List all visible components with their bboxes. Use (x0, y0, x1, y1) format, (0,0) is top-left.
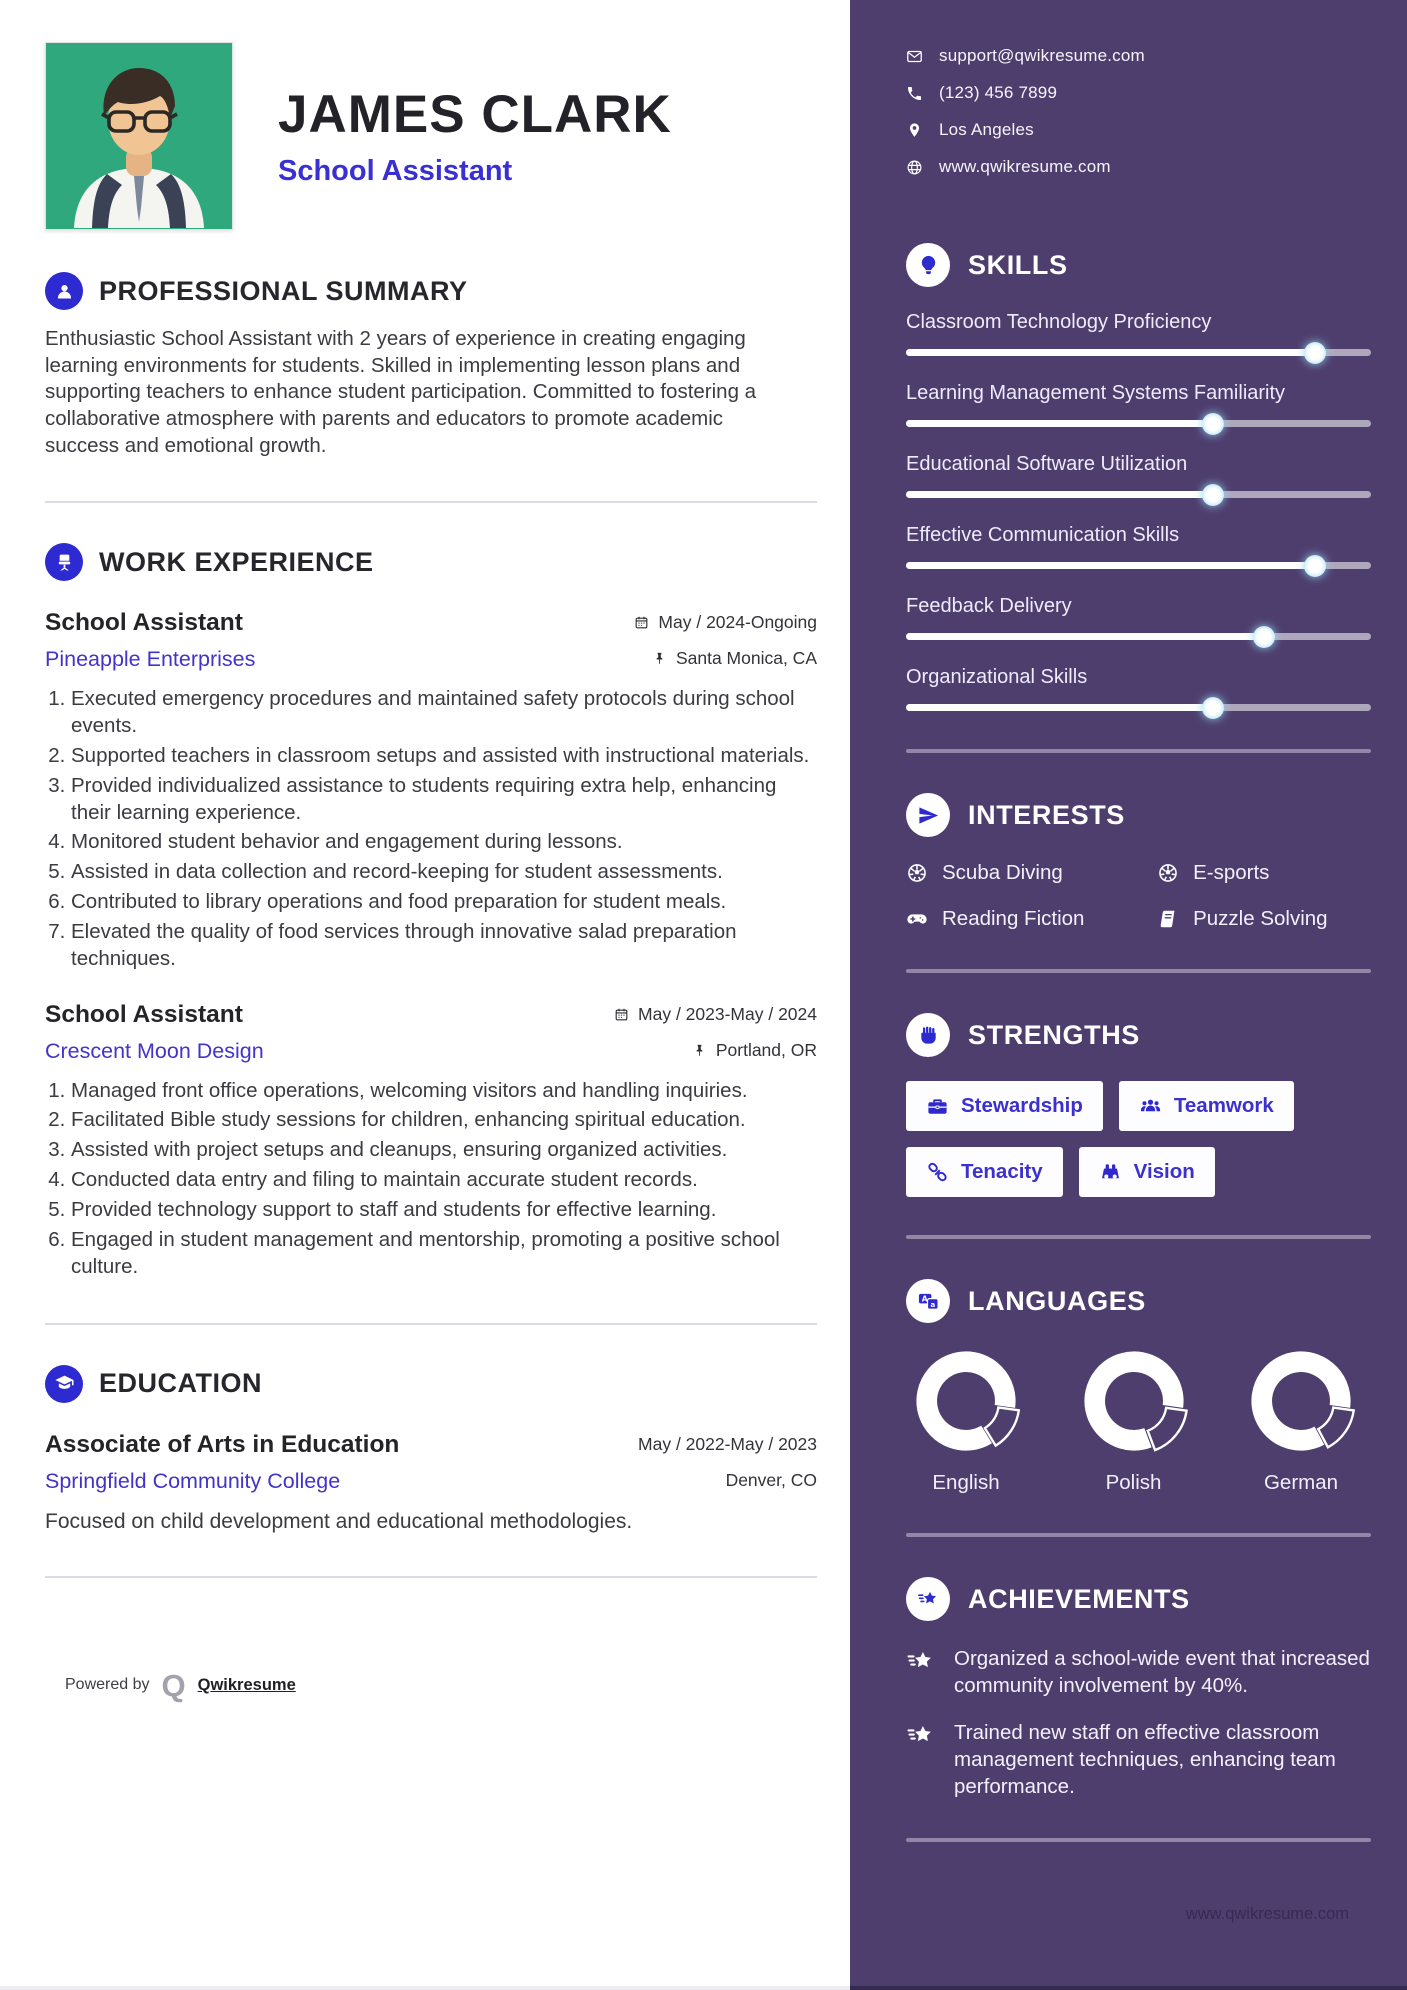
interest-item: Reading Fiction (906, 907, 1157, 931)
work-heading-label: WORK EXPERIENCE (99, 546, 374, 577)
pushpin-icon (692, 1043, 707, 1058)
mail-icon (906, 48, 923, 65)
work-heading (45, 543, 817, 581)
slider-fill (906, 491, 1213, 498)
skills-section (906, 243, 1371, 711)
achievement-item: Organized a school-wide event that increased community involvement by 40%. (906, 1645, 1371, 1699)
sidebar (850, 0, 1407, 1990)
language-label: Polish (1105, 1471, 1162, 1494)
degree-title: Associate of Arts in Education (45, 1430, 400, 1458)
job-title: School Assistant (45, 609, 243, 637)
bullet-item: 4. Conducted data entry and filing to maintain accurate student records. (71, 1167, 817, 1194)
achievements-heading-label: ACHIEVEMENTS (968, 1583, 1190, 1614)
section-divider (45, 501, 817, 503)
skill-item (906, 382, 1371, 427)
contact-item[interactable]: (123) 456 7899 (906, 83, 1371, 103)
slider-thumb[interactable] (1304, 342, 1326, 364)
slider-fill (906, 420, 1213, 427)
translate-icon (906, 1279, 950, 1323)
strength-badge: Tenacity (906, 1147, 1063, 1197)
grad-cap-icon (45, 1365, 83, 1403)
job-date: May / 2023-May / 2024 (614, 1004, 817, 1025)
binoculars-icon (1099, 1161, 1122, 1184)
person-title: School Assistant (278, 155, 513, 187)
slider-thumb[interactable] (1202, 413, 1224, 435)
languages-heading-label: LANGUAGES (968, 1285, 1146, 1316)
language-list (906, 1347, 1371, 1495)
calendar-icon (614, 1007, 629, 1022)
book-icon (1157, 908, 1179, 930)
contact-item[interactable]: support@qwikresume.com (906, 46, 1371, 66)
language-donut-chart (1247, 1347, 1355, 1455)
sidebar-divider (906, 1533, 1371, 1537)
sidebar-watermark: www.qwikresume.com (1185, 1905, 1349, 1923)
slider-thumb[interactable] (1304, 555, 1326, 577)
contact-item[interactable]: Los Angeles (906, 120, 1371, 140)
language-item (1241, 1347, 1361, 1495)
strength-badge: Stewardship (906, 1081, 1103, 1131)
achievement-list (906, 1645, 1371, 1800)
interests-heading (906, 793, 1371, 837)
skill-label: Effective Communication Skills (906, 524, 1180, 546)
bullet-item: 2. Supported teachers in classroom setups and assisted with instructional materials. (71, 743, 817, 770)
summary-text: Enthusiastic School Assistant with 2 years of experience in creating engaging learning environments for students. Skilled in implementing lesson plans and supporting teachers to enhance student participation. Committed to fostering a collaborative atmosphere with parents and educators to promote academic success and emotional growth. (45, 327, 757, 457)
job-list (45, 609, 817, 1280)
bullet-item: 1. Managed front office operations, welcoming visitors and handling inquiries. (71, 1078, 817, 1105)
bullet-item: 7. Elevated the quality of food services through innovative salad preparation techniques. (71, 919, 817, 973)
skill-slider[interactable] (906, 704, 1371, 711)
strength-badge-list (906, 1081, 1371, 1197)
languages-heading (906, 1279, 1371, 1323)
achievements-heading (906, 1577, 1371, 1621)
slider-fill (906, 562, 1315, 569)
strength-badge: Teamwork (1119, 1081, 1294, 1131)
education-heading-label: EDUCATION (99, 1368, 262, 1399)
education-location: Denver, CO (725, 1469, 817, 1490)
sidebar-divider (906, 749, 1371, 753)
qwikresume-logo-icon: Q (161, 1667, 186, 1703)
header-block (45, 0, 817, 272)
bullet-item: 6. Contributed to library operations and food preparation for student meals. (71, 889, 817, 916)
work-experience-section (45, 543, 817, 1280)
bullet-item: 5. Provided technology support to staff and students for effective learning. (71, 1197, 817, 1224)
languages-section (906, 1279, 1371, 1495)
school-link[interactable]: Springfield Community College (45, 1468, 341, 1493)
education-description: Focused on child development and educational methodologies. (45, 1509, 633, 1533)
pushpin-icon (652, 651, 667, 666)
interest-item: E-sports (1157, 861, 1371, 885)
job-date: May / 2024-Ongoing (634, 612, 817, 633)
job-location: Santa Monica, CA (652, 648, 817, 669)
soccer-ball-icon (1157, 862, 1179, 884)
calendar-icon (634, 615, 649, 630)
sidebar-divider (906, 1235, 1371, 1239)
skill-slider[interactable] (906, 349, 1371, 356)
education-date: May / 2022-May / 2023 (638, 1433, 817, 1454)
job-entry (45, 609, 817, 972)
bullet-item: 4. Monitored student behavior and engagement during lessons. (71, 829, 817, 856)
language-donut-chart (912, 1347, 1020, 1455)
svg-text:a: a (929, 1299, 935, 1309)
powered-by-label: Powered by (65, 1676, 150, 1694)
achievements-section (906, 1577, 1371, 1800)
skill-slider[interactable] (906, 633, 1371, 640)
section-divider (45, 1576, 817, 1578)
page-bottom-edge (0, 1986, 850, 1990)
slider-fill (906, 349, 1315, 356)
skill-item (906, 311, 1371, 356)
briefcase-icon (926, 1095, 949, 1118)
profile-photo-illustration (46, 43, 232, 229)
strengths-heading (906, 1013, 1371, 1057)
skill-label: Feedback Delivery (906, 595, 1072, 617)
skill-list (906, 311, 1371, 711)
education-section (45, 1365, 817, 1534)
language-label: German (1263, 1471, 1339, 1494)
shooting-star-icon (906, 1577, 950, 1621)
skills-heading-label: SKILLS (968, 249, 1068, 280)
skill-label: Learning Management Systems Familiarity (906, 382, 1286, 404)
bullet-item: 2. Facilitated Bible study sessions for children, enhancing spiritual education. (71, 1107, 817, 1134)
education-heading (45, 1365, 817, 1403)
gamepad-icon (906, 908, 928, 930)
bullet-item: 5. Assisted in data collection and record-keeping for student assessments. (71, 859, 817, 886)
shooting-star-icon (906, 1647, 936, 1677)
sidebar-bottom-edge (850, 1986, 1407, 1990)
education-entry (45, 1431, 817, 1534)
contact-item[interactable]: www.qwikresume.com (906, 157, 1371, 177)
skill-item (906, 453, 1371, 498)
contact-list (906, 46, 1371, 177)
sidebar-divider (906, 969, 1371, 973)
phone-icon (906, 85, 923, 102)
chain-link-icon (926, 1161, 949, 1184)
qwikresume-link[interactable]: Qwikresume (197, 1675, 296, 1694)
slider-fill (906, 633, 1264, 640)
strength-badge: Vision (1079, 1147, 1215, 1197)
skill-item (906, 524, 1371, 569)
job-location: Portland, OR (692, 1040, 817, 1061)
language-donut-chart (1080, 1347, 1188, 1455)
skill-item (906, 595, 1371, 640)
skill-slider[interactable] (906, 562, 1371, 569)
skill-slider[interactable] (906, 420, 1371, 427)
slider-thumb[interactable] (1202, 697, 1224, 719)
chair-icon (45, 543, 83, 581)
skill-label: Classroom Technology Proficiency (906, 311, 1212, 333)
job-title: School Assistant (45, 1000, 243, 1028)
svg-text:A: A (921, 1293, 928, 1303)
profile-photo (45, 42, 233, 230)
job-bullet-list (45, 686, 817, 972)
summary-heading-label: PROFESSIONAL SUMMARY (99, 275, 468, 306)
soccer-ball-icon (906, 862, 928, 884)
interest-list (906, 861, 1371, 931)
achievement-item: Trained new staff on effective classroom management techniques, enhancing team performance. (906, 1719, 1371, 1800)
strengths-heading-label: STRENGTHS (968, 1019, 1140, 1050)
slider-thumb[interactable] (1253, 626, 1275, 648)
strengths-section (906, 1013, 1371, 1197)
summary-heading (45, 272, 817, 310)
bullet-item: 1. Executed emergency procedures and maintained safety protocols during school events. (71, 686, 817, 740)
interests-heading-label: INTERESTS (968, 799, 1125, 830)
job-entry (45, 1001, 817, 1281)
interests-section (906, 793, 1371, 931)
language-item (906, 1347, 1026, 1495)
slider-thumb[interactable] (1202, 484, 1224, 506)
team-icon (1139, 1095, 1162, 1118)
paper-plane-icon (906, 793, 950, 837)
skill-label: Organizational Skills (906, 666, 1088, 688)
language-item (1074, 1347, 1194, 1495)
skill-label: Educational Software Utilization (906, 453, 1188, 475)
person-name: JAMES CLARK (278, 85, 672, 144)
powered-by-footer (65, 1667, 817, 1703)
slider-fill (906, 704, 1213, 711)
bullet-item: 3. Provided individualized assistance to students requiring extra help, enhancing their learning experience. (71, 773, 817, 827)
bullet-item: 3. Assisted with project setups and cleanups, ensuring organized activities. (71, 1137, 817, 1164)
job-company-link[interactable]: Crescent Moon Design (45, 1038, 264, 1063)
main-column (45, 0, 817, 1701)
skill-slider[interactable] (906, 491, 1371, 498)
person-icon (45, 272, 83, 310)
skill-item (906, 666, 1371, 711)
summary-section (45, 272, 817, 459)
interest-item: Scuba Diving (906, 861, 1157, 885)
bullet-item: 6. Engaged in student management and mentorship, promoting a positive school culture. (71, 1227, 817, 1281)
sidebar-divider (906, 1838, 1371, 1842)
section-divider (45, 1323, 817, 1325)
shooting-star-icon (906, 1721, 936, 1751)
skills-heading (906, 243, 1371, 287)
language-label: English (932, 1471, 1000, 1494)
fist-icon (906, 1013, 950, 1057)
job-bullet-list (45, 1078, 817, 1281)
bulb-icon (906, 243, 950, 287)
interest-item: Puzzle Solving (1157, 907, 1371, 931)
globe-icon (906, 159, 923, 176)
pin-icon (906, 122, 923, 139)
job-company-link[interactable]: Pineapple Enterprises (45, 647, 256, 672)
name-block (278, 85, 672, 188)
